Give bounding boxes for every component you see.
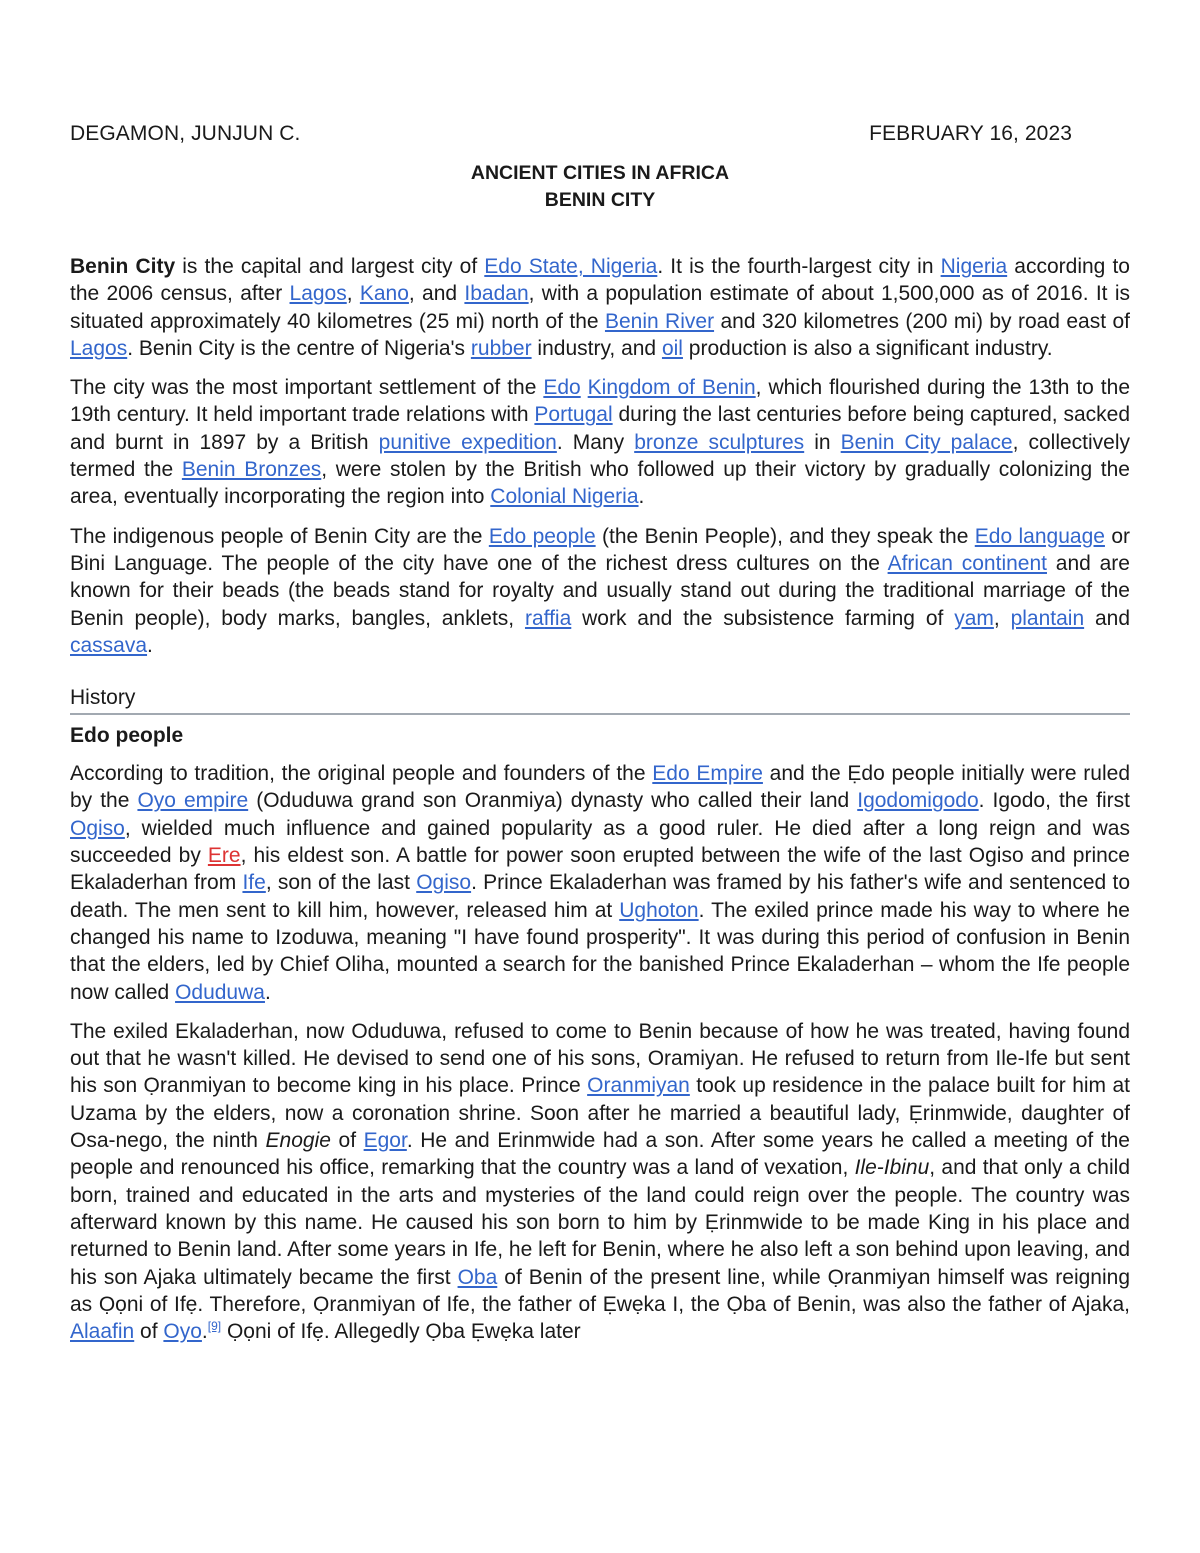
text: production is also a significant industry. bbox=[682, 336, 1053, 360]
link-alaafin[interactable]: Alaafin bbox=[70, 1320, 135, 1344]
link-bronze-sculptures[interactable]: bronze sculptures bbox=[634, 430, 805, 454]
text: and bbox=[1084, 606, 1131, 630]
text: , were stolen by the British who followed up their victory by gradually colonizing the area, eventually incorporating the region into bbox=[70, 458, 1130, 509]
text: and are known for their beads (the beads stand for royalty and usually stand out during the traditional marriage of the Benin people), body marks, bangles, anklets, bbox=[70, 551, 1130, 630]
document-header bbox=[70, 120, 1130, 148]
text: , wielded much influence and gained popularity as a good ruler. He died after a long reign and was succeeded by bbox=[70, 816, 1130, 868]
text bbox=[581, 376, 588, 399]
link-portugal[interactable]: Portugal bbox=[534, 403, 613, 427]
text: , and that only a child born, trained and educated in the arts and mysteries of the land could reign over the people. The country was afterward known by this name. He caused his son born to him by Ẹrinmwide to be made King in his place and returned to Benin land. After some years in Ife, he left for Benin, where he also left a son behind upon leaving, and his son Ajaka ultimately became the first bbox=[70, 1156, 1131, 1289]
text: (Oduduwa grand son Oranmiya) dynasty who called their land bbox=[248, 789, 858, 813]
text: , with a population estimate of about 1,500,000 as of 2016. It is situated approximately 40 kilometres (25 mi) north of the bbox=[70, 282, 1130, 333]
link-punitive-expedition[interactable]: punitive expedition bbox=[378, 430, 557, 454]
link-edo[interactable]: Edo bbox=[543, 376, 581, 400]
title-line-2: BENIN CITY bbox=[544, 189, 656, 211]
text: , which flourished during the 13th to the 19th century. It held important trade relations with bbox=[70, 376, 1130, 427]
text: work and the subsistence farming of bbox=[571, 606, 955, 630]
text: during the last centuries before being captured, sacked and burnt in 1897 by a British bbox=[70, 403, 1130, 454]
text: , bbox=[346, 282, 360, 306]
intro-paragraph bbox=[70, 253, 1130, 362]
text: and 320 kilometres (200 mi) by road east of bbox=[714, 309, 1130, 333]
people-paragraph bbox=[70, 523, 1130, 659]
link-benin-bronzes[interactable]: Benin Bronzes bbox=[181, 458, 322, 482]
text: of bbox=[330, 1129, 364, 1153]
link-rubber[interactable]: rubber bbox=[470, 336, 532, 360]
text: . Prince Ekaladerhan was framed by his father's wife and sentenced to death. The men sent to kill him, however, released him at bbox=[70, 871, 1130, 922]
text: . Benin City is the centre of Nigeria's bbox=[127, 336, 471, 360]
text: . The exiled prince made his way to where he changed his name to Izoduwa, meaning "I have found prosperity". It was during this period of confusion in Benin that the elders, led by Chief Oliha, mounted a search for the banished Prince Ekaladerhan – whom the Ife people now called bbox=[70, 898, 1130, 1004]
text: . It is the fourth-largest city in bbox=[657, 255, 941, 278]
text: , his eldest son. A battle for power soon erupted between the wife of the last Ogiso and prince Ekaladerhan from bbox=[70, 844, 1130, 895]
text: industry, and bbox=[531, 336, 662, 360]
text: . bbox=[147, 633, 153, 657]
link-oil[interactable]: oil bbox=[661, 336, 683, 360]
text: (the Benin People), and they speak the bbox=[595, 524, 975, 548]
text: according to the 2006 census, after bbox=[70, 255, 1130, 306]
text: of Benin of the present line, while Ọranmiyan himself was reigning as Ọọni of Ifẹ. Therefore, Ọranmiyan of Ife, the father of Ẹwẹka I, the Ọba of Benin, was also the father of Ajaka, bbox=[70, 1265, 1130, 1316]
bold-term: Benin City bbox=[70, 255, 176, 278]
text: of bbox=[134, 1320, 164, 1344]
link-benin-river[interactable]: Benin River bbox=[604, 309, 715, 333]
edo-people-heading: Edo people bbox=[70, 724, 184, 748]
text: , and bbox=[408, 282, 465, 306]
text: . Many bbox=[556, 430, 635, 454]
link-ogiso[interactable]: Ogiso bbox=[70, 816, 125, 840]
link-oyo[interactable]: Oyo bbox=[163, 1320, 202, 1344]
link-oba[interactable]: Oba bbox=[457, 1265, 498, 1289]
link-edo-language[interactable]: Edo language bbox=[974, 524, 1105, 548]
link-lagos-2[interactable]: Lagos bbox=[70, 336, 128, 360]
link-ife[interactable]: Ife bbox=[242, 871, 266, 895]
link-benin-city-palace[interactable]: Benin City palace bbox=[840, 430, 1013, 454]
text: Ọọni of Ifẹ. Allegedly Ọba Ẹwẹka later bbox=[221, 1320, 581, 1344]
italic-term: Ile-Ibinu bbox=[854, 1156, 930, 1180]
document-title bbox=[70, 160, 1130, 214]
link-kingdom-of-benin[interactable]: Kingdom of Benin bbox=[587, 376, 756, 400]
text: , bbox=[993, 606, 1011, 630]
link-cassava[interactable]: cassava bbox=[70, 633, 148, 657]
text: The exiled Ekaladerhan, now Oduduwa, refused to come to Benin because of how he was treated, having found out that he wasn't killed. He devised to send one of his sons, Oramiyan. He refused to return from Ile-Ife but sent his son Ọranmiyan to become king in his place. Prince bbox=[70, 1019, 1130, 1098]
text: , son of the last bbox=[265, 871, 417, 895]
oduduwa-paragraph bbox=[70, 1018, 1130, 1346]
link-ughoton[interactable]: Ughoton bbox=[619, 898, 699, 922]
document-page bbox=[70, 120, 1130, 1345]
text: , collectively termed the bbox=[70, 430, 1131, 482]
link-ere[interactable]: Ere bbox=[207, 844, 241, 868]
link-lagos[interactable]: Lagos bbox=[289, 282, 347, 306]
author-name: DEGAMON, JUNJUN C. bbox=[70, 122, 301, 145]
text: in bbox=[804, 430, 841, 454]
text: and the Ẹdo people initially were ruled by the bbox=[70, 762, 1131, 813]
link-yam[interactable]: yam bbox=[954, 606, 994, 630]
history-summary-paragraph bbox=[70, 374, 1130, 510]
link-ibadan[interactable]: Ibadan bbox=[464, 282, 529, 306]
history-heading: History bbox=[70, 684, 1130, 715]
link-african-continent[interactable]: African continent bbox=[887, 551, 1047, 575]
text: The indigenous people of Benin City are the bbox=[70, 524, 489, 548]
link-edo-people[interactable]: Edo people bbox=[488, 524, 596, 548]
link-edo-state[interactable]: Edo State, Nigeria bbox=[484, 255, 658, 278]
text: . bbox=[201, 1320, 208, 1344]
link-oranmiyan[interactable]: Oranmiyan bbox=[587, 1074, 690, 1098]
link-kano[interactable]: Kano bbox=[359, 282, 409, 306]
tradition-paragraph bbox=[70, 760, 1130, 1006]
text: took up residence in the palace built for him at Uzama by the elders, now a coronation shrine. Soon after he married a beautiful lady, Ẹrinmwide, daughter of Osa-nego, the ninth bbox=[70, 1074, 1130, 1153]
link-ogiso-2[interactable]: Ogiso bbox=[416, 871, 472, 895]
link-oduduwa[interactable]: Oduduwa bbox=[175, 980, 265, 1004]
text: . Igodo, the first bbox=[978, 789, 1130, 813]
document-date: FEBRUARY 16, 2023 bbox=[869, 122, 1072, 145]
text: . bbox=[638, 485, 645, 509]
text: According to tradition, the original people and founders of the bbox=[70, 762, 653, 786]
text: The city was the most important settlement of the bbox=[70, 376, 544, 400]
text: is the capital and largest city of bbox=[175, 255, 485, 278]
link-edo-empire[interactable]: Edo Empire bbox=[652, 762, 763, 786]
link-egor[interactable]: Egor bbox=[363, 1129, 407, 1153]
link-raffia[interactable]: raffia bbox=[524, 606, 572, 630]
link-colonial-nigeria[interactable]: Colonial Nigeria bbox=[490, 485, 639, 509]
citation-link[interactable]: [9] bbox=[207, 1319, 222, 1334]
text: . He and Erinmwide had a son. After some years he called a meeting of the people and renounced his office, remarking that the country was a land of vexation, bbox=[70, 1129, 1130, 1180]
text: or Bini Language. The people of the city have one of the richest dress cultures on the bbox=[70, 524, 1130, 575]
link-plantain[interactable]: plantain bbox=[1010, 606, 1085, 630]
link-igodomigodo[interactable]: Igodomigodo bbox=[857, 789, 979, 813]
text: . bbox=[264, 980, 271, 1004]
link-oyo-empire[interactable]: Oyo empire bbox=[137, 789, 249, 813]
link-nigeria[interactable]: Nigeria bbox=[940, 255, 1008, 278]
title-line-1: ANCIENT CITIES IN AFRICA bbox=[470, 162, 730, 184]
italic-term: Enogie bbox=[265, 1129, 331, 1153]
